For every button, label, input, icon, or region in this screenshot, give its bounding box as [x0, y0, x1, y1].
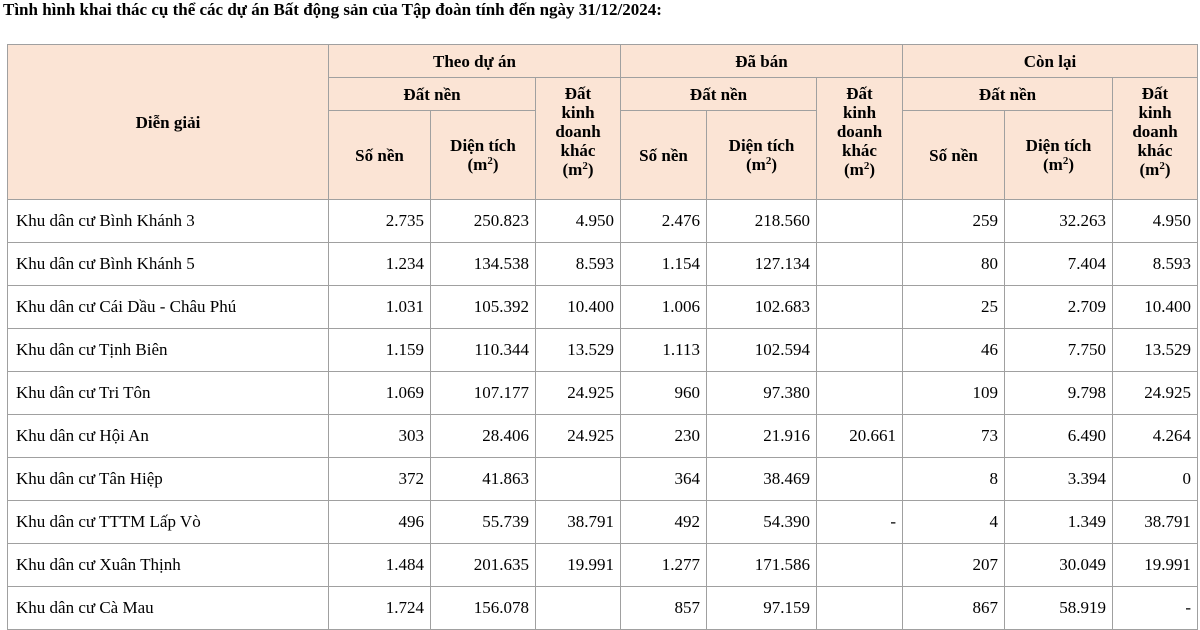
table-row	[8, 243, 1198, 286]
table-row	[8, 200, 1198, 243]
table-cell	[817, 544, 903, 587]
table-cell: 24.925	[1113, 372, 1198, 415]
table-cell	[536, 587, 621, 630]
table-cell: 2.709	[1005, 286, 1113, 329]
row-name: Khu dân cư Tri Tôn	[8, 372, 329, 415]
table-cell: 1.349	[1005, 501, 1113, 544]
table-cell: 10.400	[1113, 286, 1198, 329]
table-cell: 372	[329, 458, 431, 501]
table-cell: 19.991	[1113, 544, 1198, 587]
table-cell: 24.925	[536, 415, 621, 458]
table-cell: 1.031	[329, 286, 431, 329]
row-name: Khu dân cư Bình Khánh 3	[8, 200, 329, 243]
table-cell: 55.739	[431, 501, 536, 544]
table-cell: 38.791	[536, 501, 621, 544]
table-cell: 46	[903, 329, 1005, 372]
page-title: Tình hình khai thác cụ thể các dự án Bất động sản của Tập đoàn tính đến ngày 31/12/2024:	[3, 0, 662, 19]
table-cell: 1.277	[621, 544, 707, 587]
table-cell: 134.538	[431, 243, 536, 286]
header-so-nen: Số nền	[621, 111, 707, 200]
table-cell: 24.925	[536, 372, 621, 415]
table-cell: 127.134	[707, 243, 817, 286]
table-row	[8, 415, 1198, 458]
table-cell: -	[1113, 587, 1198, 630]
table-cell: 4	[903, 501, 1005, 544]
table-cell: 218.560	[707, 200, 817, 243]
table-cell	[817, 200, 903, 243]
table-cell: 1.113	[621, 329, 707, 372]
table-cell: 30.049	[1005, 544, 1113, 587]
header-dien-tich: Diện tích $(m^2)$	[431, 111, 536, 200]
table-cell: 1.006	[621, 286, 707, 329]
table-cell: 7.750	[1005, 329, 1113, 372]
table-cell: 1.234	[329, 243, 431, 286]
header-group-project: Theo dự án	[329, 45, 621, 78]
row-name: Khu dân cư Tân Hiệp	[8, 458, 329, 501]
table-cell: 1.724	[329, 587, 431, 630]
table-cell: 110.344	[431, 329, 536, 372]
table-cell: 1.159	[329, 329, 431, 372]
row-name: Khu dân cư Cà Mau	[8, 587, 329, 630]
table-cell: 867	[903, 587, 1005, 630]
table-cell: 9.798	[1005, 372, 1113, 415]
table-cell: 102.683	[707, 286, 817, 329]
table-row	[8, 372, 1198, 415]
table-cell: 105.392	[431, 286, 536, 329]
table-cell: 28.406	[431, 415, 536, 458]
table-cell: 960	[621, 372, 707, 415]
table-cell: 102.594	[707, 329, 817, 372]
table-cell: 25	[903, 286, 1005, 329]
table-cell: 19.991	[536, 544, 621, 587]
table-cell: 8.593	[536, 243, 621, 286]
table-row	[8, 501, 1198, 544]
table-cell: 857	[621, 587, 707, 630]
table-cell: 1.154	[621, 243, 707, 286]
table-cell: 13.529	[1113, 329, 1198, 372]
table-cell	[817, 458, 903, 501]
header-so-nen: Số nền	[329, 111, 431, 200]
table-cell: 54.390	[707, 501, 817, 544]
table-cell: 4.950	[1113, 200, 1198, 243]
header-description: Diễn giải	[8, 45, 329, 200]
table-row	[8, 544, 1198, 587]
table-cell	[817, 329, 903, 372]
table-cell: 6.490	[1005, 415, 1113, 458]
header-dat-nen: Đất nền	[621, 78, 817, 111]
table-cell: 41.863	[431, 458, 536, 501]
table-cell: 156.078	[431, 587, 536, 630]
table-cell: 109	[903, 372, 1005, 415]
table-cell: 38.469	[707, 458, 817, 501]
table-cell: 7.404	[1005, 243, 1113, 286]
table-cell: 4.950	[536, 200, 621, 243]
header-dat-nen: Đất nền	[329, 78, 536, 111]
table-cell: 20.661	[817, 415, 903, 458]
table-cell: 0	[1113, 458, 1198, 501]
table-cell: 58.919	[1005, 587, 1113, 630]
table-cell: 32.263	[1005, 200, 1113, 243]
table-row	[8, 458, 1198, 501]
table-cell: 1.484	[329, 544, 431, 587]
table-cell: 13.529	[536, 329, 621, 372]
row-name: Khu dân cư TTTM Lấp Vò	[8, 501, 329, 544]
table-cell: 97.380	[707, 372, 817, 415]
table-cell: 10.400	[536, 286, 621, 329]
table-cell: 8	[903, 458, 1005, 501]
table-cell: 364	[621, 458, 707, 501]
table-cell: 303	[329, 415, 431, 458]
table-cell: 492	[621, 501, 707, 544]
row-name: Khu dân cư Cái Dầu - Châu Phú	[8, 286, 329, 329]
table-cell	[817, 372, 903, 415]
row-name: Khu dân cư Tịnh Biên	[8, 329, 329, 372]
header-dien-tich: Diện tích $(m^2)$	[1005, 111, 1113, 200]
table-cell: 259	[903, 200, 1005, 243]
table-cell: 201.635	[431, 544, 536, 587]
table-cell: 97.159	[707, 587, 817, 630]
table-cell: 230	[621, 415, 707, 458]
table-cell: 80	[903, 243, 1005, 286]
header-dat-kinh-doanh-khac: Đất kinh doanh khác $(m^2)$	[536, 78, 621, 200]
table-row	[8, 286, 1198, 329]
header-so-nen: Số nền	[903, 111, 1005, 200]
table-row	[8, 329, 1198, 372]
table-cell: 171.586	[707, 544, 817, 587]
table-cell: 3.394	[1005, 458, 1113, 501]
table-cell: 1.069	[329, 372, 431, 415]
table-cell	[817, 243, 903, 286]
table-cell: 8.593	[1113, 243, 1198, 286]
table-cell: 4.264	[1113, 415, 1198, 458]
table-cell: 2.476	[621, 200, 707, 243]
table-cell: 21.916	[707, 415, 817, 458]
header-dat-kinh-doanh-khac: Đất kinh doanh khác $(m^2)$	[817, 78, 903, 200]
table-cell: 73	[903, 415, 1005, 458]
table-cell: 250.823	[431, 200, 536, 243]
table-cell	[536, 458, 621, 501]
table-cell: 207	[903, 544, 1005, 587]
table-cell: 2.735	[329, 200, 431, 243]
table-cell	[817, 587, 903, 630]
header-dien-tich: Diện tích $(m^2)$	[707, 111, 817, 200]
header-dat-kinh-doanh-khac: Đất kinh doanh khác $(m^2)$	[1113, 78, 1198, 200]
table-cell: -	[817, 501, 903, 544]
row-name: Khu dân cư Hội An	[8, 415, 329, 458]
header-group-remaining: Còn lại	[903, 45, 1198, 78]
projects-table	[7, 44, 1198, 630]
table-cell: 107.177	[431, 372, 536, 415]
table-cell: 496	[329, 501, 431, 544]
row-name: Khu dân cư Xuân Thịnh	[8, 544, 329, 587]
row-name: Khu dân cư Bình Khánh 5	[8, 243, 329, 286]
table-row	[8, 587, 1198, 630]
table-cell	[817, 286, 903, 329]
header-group-sold: Đã bán	[621, 45, 903, 78]
table-cell: 38.791	[1113, 501, 1198, 544]
header-dat-nen: Đất nền	[903, 78, 1113, 111]
